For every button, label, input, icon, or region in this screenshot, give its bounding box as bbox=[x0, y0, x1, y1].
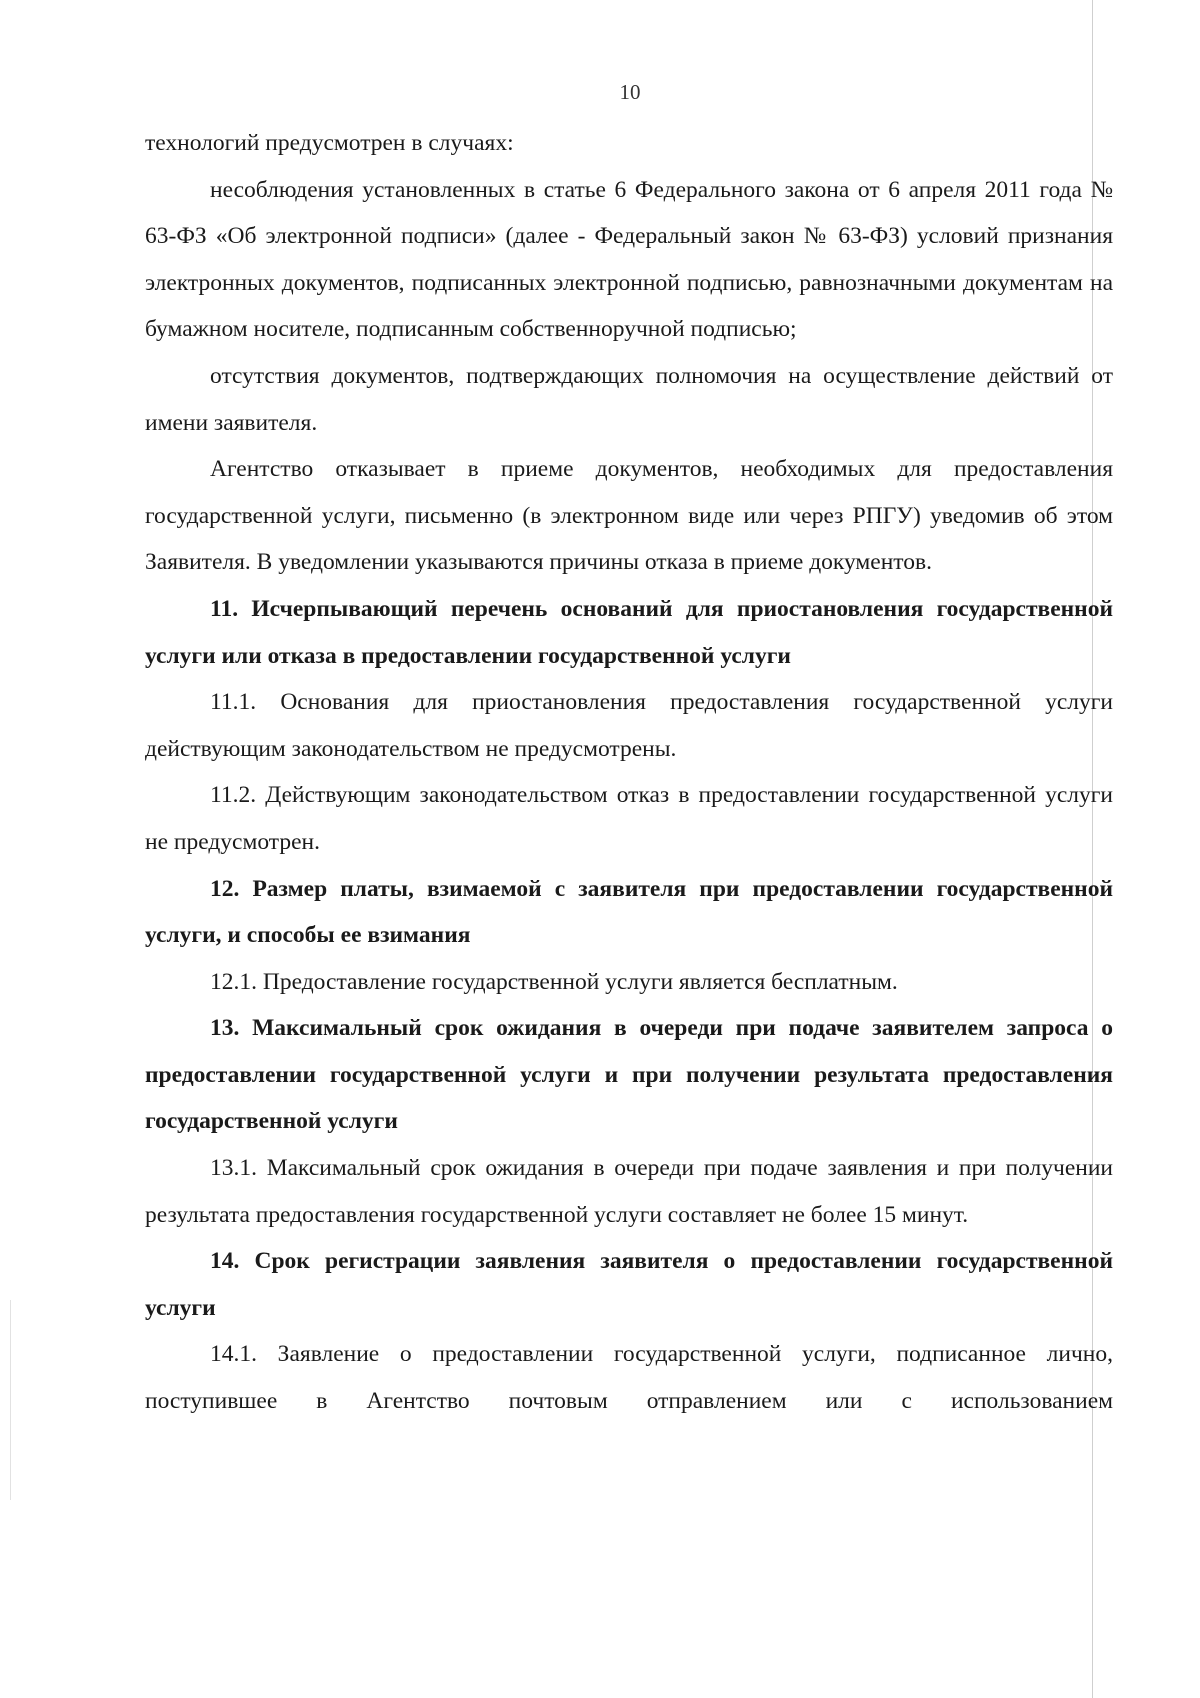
paragraph: 14.1. Заявление о предоставлении государственной услуги, подписанное лично, поступившее в Агентство почтовым отправлением или с использованием bbox=[145, 1341, 1113, 1415]
paragraph: несоблюдения установленных в статье 6 Федерального закона от 6 апреля 2011 года № 63-ФЗ «Об электронной подписи» (далее - Федеральный закон № 63-ФЗ) условий признания электронных документов, подписанных электронной подписью, равнозначными документам на бумажном носителе, подписанным собственноручной подписью; bbox=[145, 176, 1113, 343]
section-heading-11: 11. Исчерпывающий перечень оснований для приостановления государственной услуги или отказа в предоставлении государственной услуги bbox=[145, 595, 1113, 669]
scan-edge-line-left bbox=[10, 1300, 11, 1500]
document-body bbox=[145, 120, 1113, 1425]
section-heading-12: 12. Размер платы, взимаемой с заявителя при предоставлении государственной услуги, и способы ее взимания bbox=[145, 875, 1113, 949]
paragraph: 11.1. Основания для приостановления предоставления государственной услуги действующим законодательством не предусмотрены. bbox=[145, 689, 1113, 762]
section-heading-13: 13. Максимальный срок ожидания в очереди при подаче заявителем запроса о предоставлении государственной услуги и при получении результата предоставления государственной услуги bbox=[145, 1015, 1113, 1135]
paragraph: отсутствия документов, подтверждающих полномочия на осуществление действий от имени заявителя. bbox=[145, 362, 1113, 436]
paragraph: 13.1. Максимальный срок ожидания в очереди при подаче заявления и при получении результата предоставления государственной услуги составляет не более 15 минут. bbox=[145, 1155, 1113, 1228]
paragraph: 11.2. Действующим законодательством отказ в предоставлении государственной услуги не предусмотрен. bbox=[145, 782, 1113, 855]
paragraph: 12.1. Предоставление государственной услуги является бесплатным. bbox=[210, 968, 898, 995]
section-heading-14: 14. Срок регистрации заявления заявителя о предоставлении государственной услуги bbox=[145, 1248, 1113, 1321]
paragraph: Агентство отказывает в приеме документов, необходимых для предоставления государственной услуги, письменно (в электронном виде или через РПГУ) уведомив об этом Заявителя. В уведомлении указываются причины отказа в приеме документов. bbox=[145, 456, 1113, 576]
page-number: 10 bbox=[619, 80, 641, 104]
paragraph-continuation: технологий предусмотрен в случаях: bbox=[145, 130, 514, 156]
